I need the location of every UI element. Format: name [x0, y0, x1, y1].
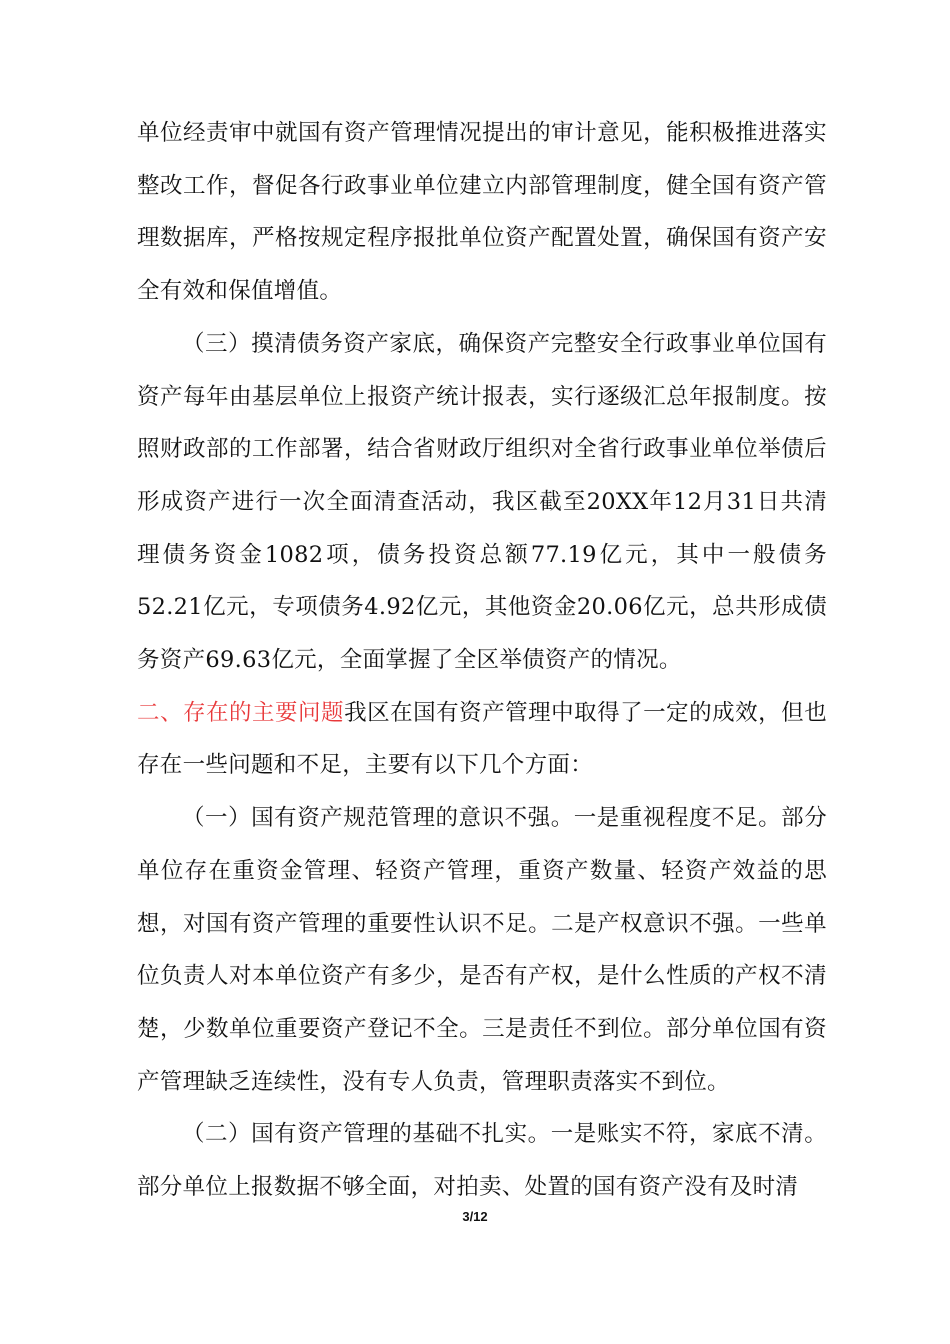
- paragraph-problem-2: [137, 1108, 827, 1213]
- paragraph-text: （一）国有资产规范管理的意识不强。一是重视程度不足。部分单位存在重资金管理、轻资产管理，重资产数量、轻资产效益的思想，对国有资产管理的重要性认识不足。二是产权意识不强。一些单位负责人对本单位资产有多少，是否有产权，是什么性质的产权不清楚，少数单位重要资产登记不全。三是责任不到位。部分单位国有资产管理缺乏连续性，没有专人负责，管理职责落实不到位。: [137, 805, 827, 1095]
- paragraph-section-3: [137, 318, 827, 687]
- paragraph-problem-1: [137, 792, 827, 1108]
- document-body: [137, 107, 827, 1214]
- paragraph-text: （三）摸清债务资产家底，确保资产完整安全行政事业单位国有资产每年由基层单位上报资产统计报表，实行逐级汇总年报制度。按照财政部的工作部署，结合省财政厅组织对全省行政事业单位举债后形成资产进行一次全面清查活动，我区截至20XX年12月31日共清理债务资金1082项，债务投资总额77.19亿元，其中一般债务52.21亿元，专项债务4.92亿元，其他资金20.06亿元，总共形成债务资产69.63亿元，全面掌握了全区举债资产的情况。: [137, 330, 827, 674]
- paragraph-text: 单位经责审中就国有资产管理情况提出的审计意见，能积极推进落实整改工作，督促各行政事业单位建立内部管理制度，健全国有资产管理数据库，严格按规定程序报批单位资产配置处置，确保国有资产安全有效和保值增值。: [137, 120, 827, 305]
- paragraph-main-problems: [137, 687, 827, 792]
- page-number: 3/12: [462, 1209, 488, 1224]
- paragraph-continuation: [137, 107, 827, 318]
- section-heading: 二、存在的主要问题: [137, 699, 345, 726]
- paragraph-text: 我区在国有资产管理中取得了一定的成效，但也存在一些问题和不足，主要有以下几个方面：: [137, 699, 827, 779]
- paragraph-text: （二）国有资产管理的基础不扎实。一是账实不符，家底不清。部分单位上报数据不够全面，对拍卖、处置的国有资产没有及时清: [137, 1121, 827, 1201]
